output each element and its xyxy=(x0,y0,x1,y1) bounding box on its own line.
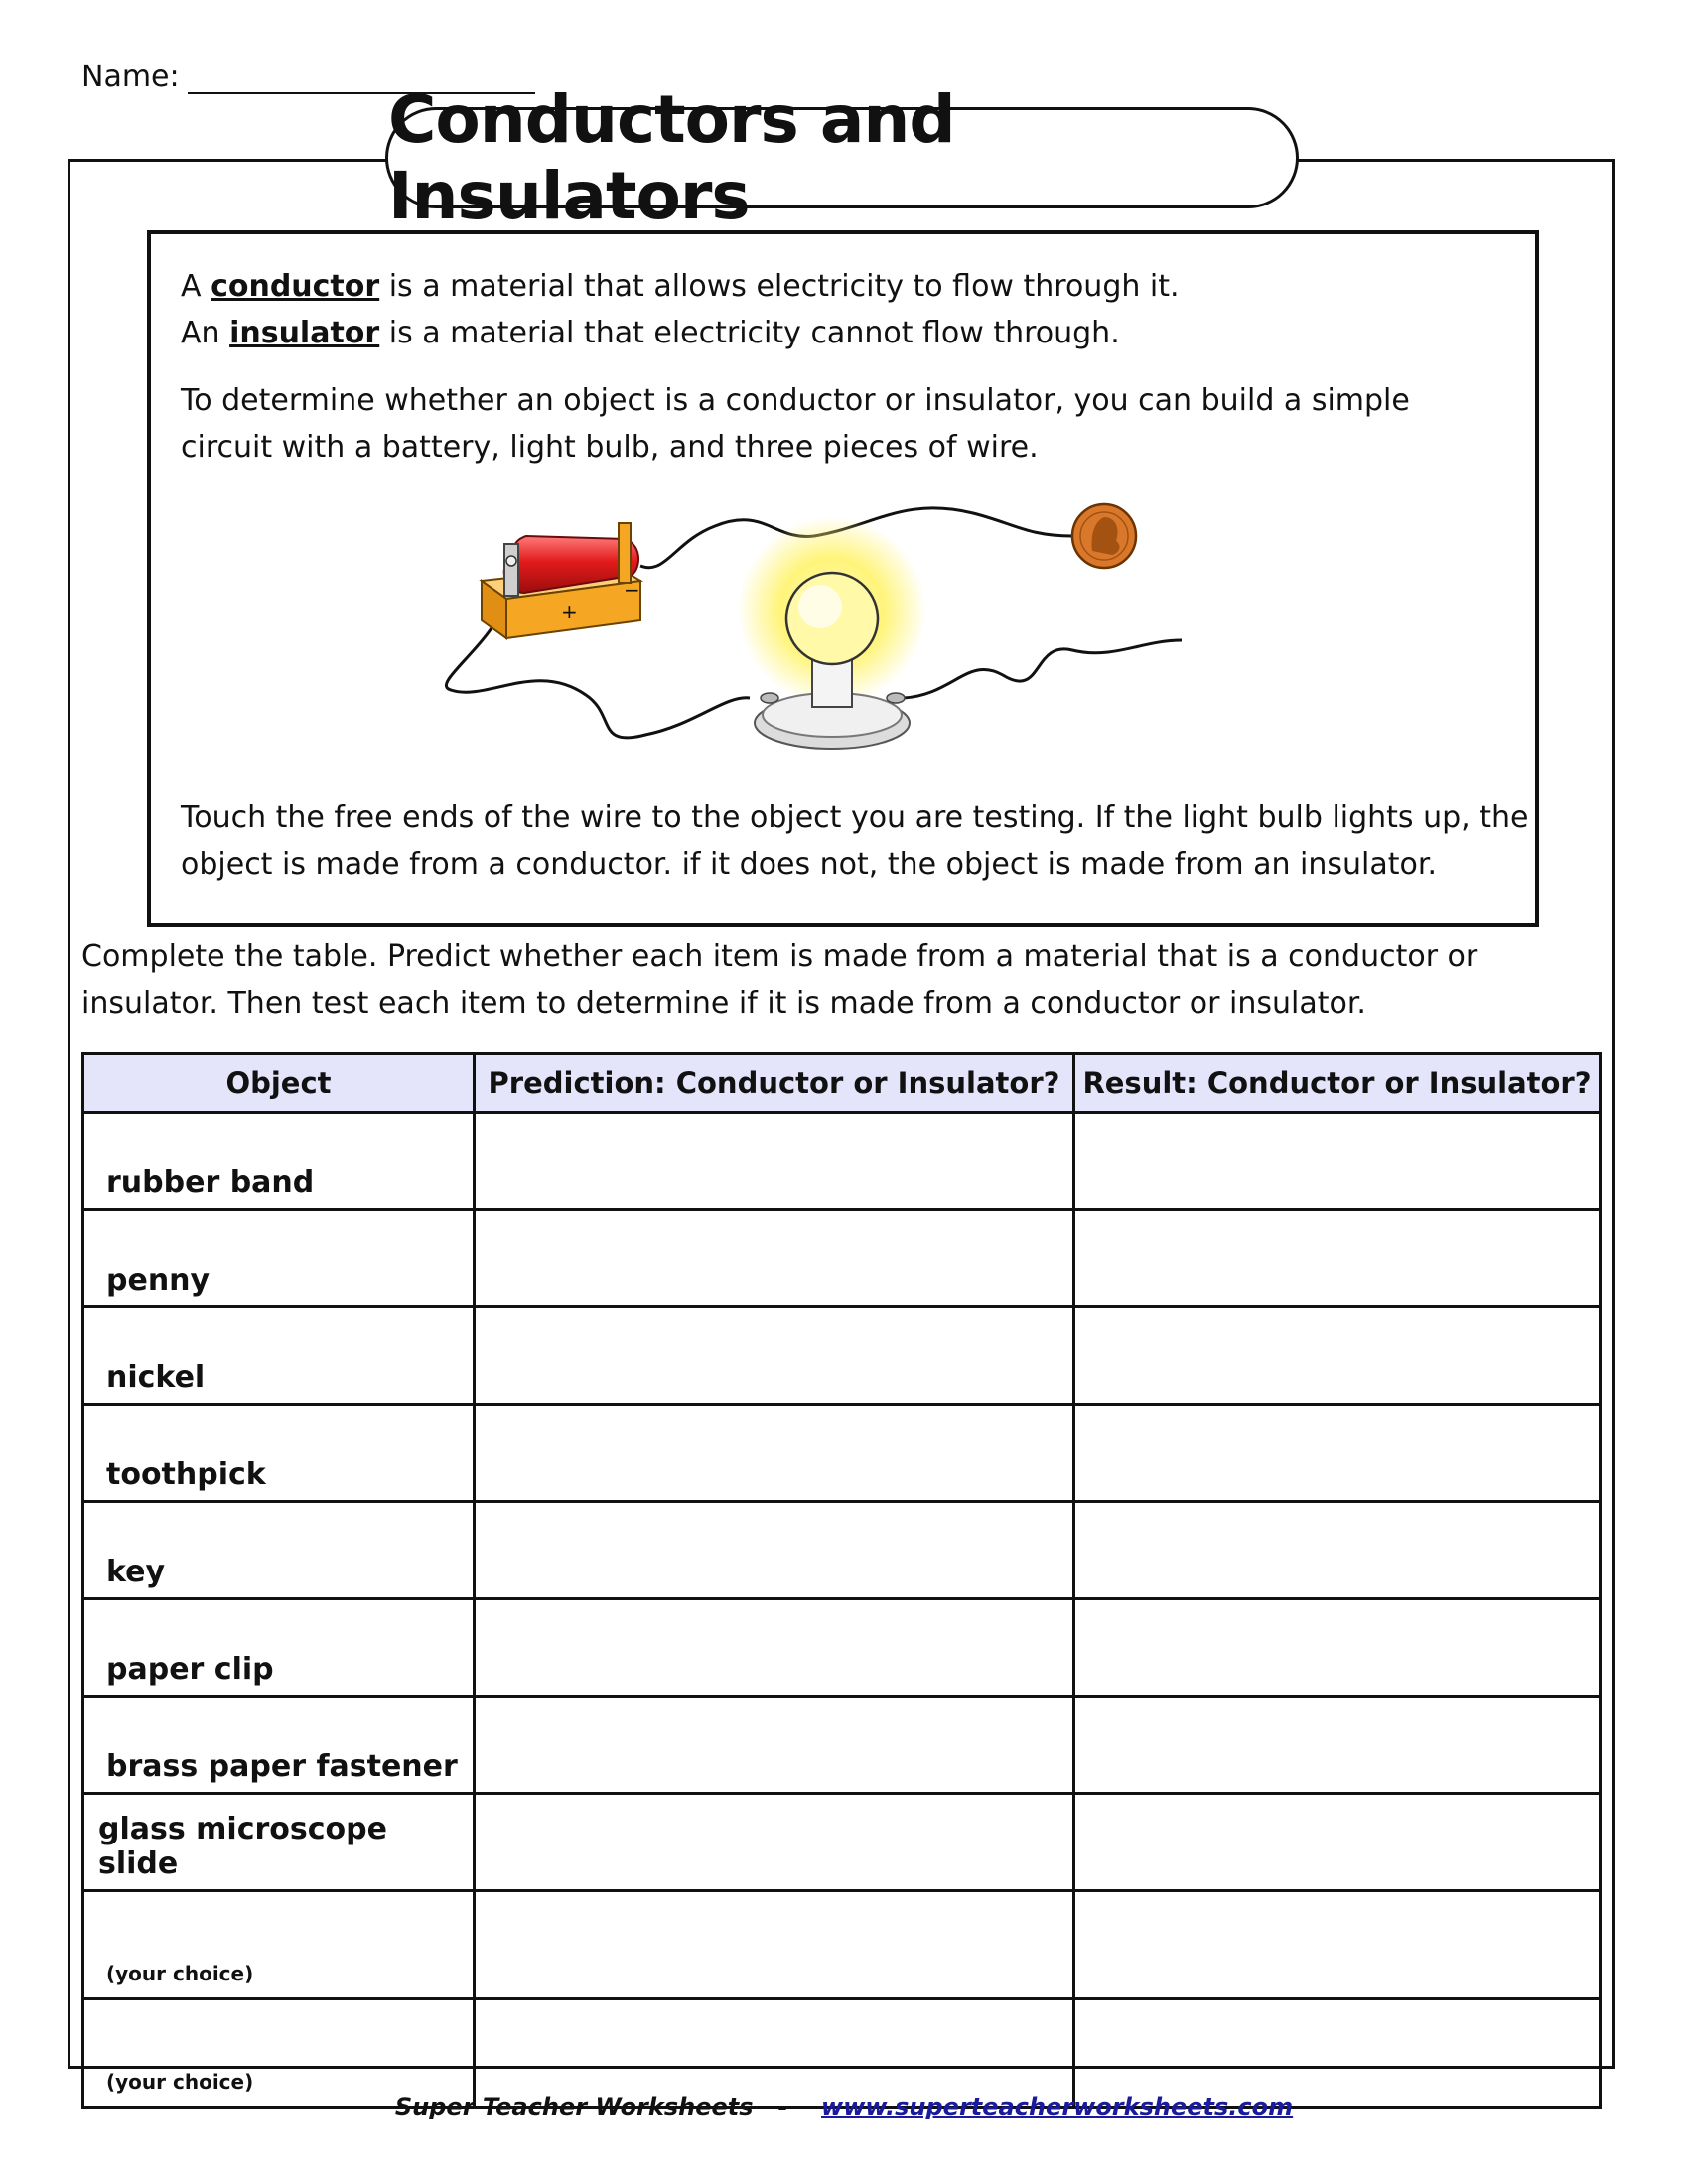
table-row xyxy=(83,1405,1601,1502)
table-row xyxy=(83,1210,1601,1307)
object-cell: glass microscope slide xyxy=(83,1794,475,1891)
object-cell-your-choice[interactable]: (your choice) xyxy=(83,1891,475,1999)
battery xyxy=(482,523,640,638)
instruction-line-1: Complete the table. Predict whether each item is made from a material that is a conductor or xyxy=(81,939,1478,974)
table-row xyxy=(83,1697,1601,1794)
insulator-definition xyxy=(181,310,1120,356)
touch-line-1: Touch the free ends of the wire to the object you are testing. If the light bulb lights up, the xyxy=(181,800,1529,835)
object-cell-your-choice[interactable]: (your choice) xyxy=(83,1999,475,2108)
conductor-post-text: is a material that allows electricity to flow through it. xyxy=(379,269,1180,304)
prediction-cell[interactable] xyxy=(475,1697,1074,1794)
table-row xyxy=(83,1307,1601,1405)
footer-link[interactable]: www.superteacherworksheets.com xyxy=(821,2093,1294,2120)
wire-right xyxy=(904,640,1182,698)
table-row xyxy=(83,1999,1601,2108)
prediction-cell[interactable] xyxy=(475,1502,1074,1599)
result-cell[interactable] xyxy=(1074,1599,1601,1697)
object-cell: paper clip xyxy=(83,1599,475,1697)
object-cell: toothpick xyxy=(83,1405,475,1502)
terminal-left xyxy=(761,693,778,703)
penny-icon xyxy=(1072,504,1136,568)
table-row xyxy=(83,1794,1601,1891)
prediction-cell[interactable] xyxy=(475,1599,1074,1697)
name-label: Name: xyxy=(81,60,180,94)
table-instructions xyxy=(81,933,1477,1026)
conductor-pre-text: A xyxy=(181,269,211,304)
intro-line-2: circuit with a battery, light bulb, and three pieces of wire. xyxy=(181,430,1039,465)
header-prediction: Prediction: Conductor or Insulator? xyxy=(475,1054,1074,1113)
prediction-cell[interactable] xyxy=(475,1999,1074,2108)
battery-minus-label: − xyxy=(624,578,640,602)
footer-separator: - xyxy=(777,2093,788,2120)
result-cell[interactable] xyxy=(1074,1405,1601,1502)
worksheet-title: Conductors and Insulators xyxy=(385,107,1299,208)
table-row xyxy=(83,1113,1601,1210)
prediction-cell[interactable] xyxy=(475,1794,1074,1891)
object-cell: rubber band xyxy=(83,1113,475,1210)
instruction-line-2: insulator. Then test each item to determine if it is made from a conductor or insulator. xyxy=(81,986,1366,1021)
header-result: Result: Conductor or Insulator? xyxy=(1074,1054,1601,1113)
table-row xyxy=(83,1599,1601,1697)
insulator-pre-text: An xyxy=(181,316,230,350)
result-cell[interactable] xyxy=(1074,1891,1601,1999)
wire-left xyxy=(446,617,750,738)
battery-clip-left xyxy=(504,544,518,596)
battery-clip-right xyxy=(619,523,631,583)
conductor-term: conductor xyxy=(211,269,380,304)
result-cell[interactable] xyxy=(1074,1794,1601,1891)
prediction-cell[interactable] xyxy=(475,1891,1074,1999)
object-cell: brass paper fastener xyxy=(83,1697,475,1794)
intro-line-1: To determine whether an object is a conductor or insulator, you can build a simple xyxy=(181,383,1410,418)
conductor-table xyxy=(81,1052,1602,2109)
table-row xyxy=(83,1891,1601,1999)
prediction-cell[interactable] xyxy=(475,1307,1074,1405)
insulator-post-text: is a material that electricity cannot flow through. xyxy=(379,316,1120,350)
terminal-right xyxy=(887,693,905,703)
result-cell[interactable] xyxy=(1074,1210,1601,1307)
footer-brand: Super Teacher Worksheets xyxy=(394,2093,754,2120)
prediction-cell[interactable] xyxy=(475,1210,1074,1307)
object-cell: penny xyxy=(83,1210,475,1307)
result-cell[interactable] xyxy=(1074,1113,1601,1210)
battery-plus-label: + xyxy=(561,600,578,623)
insulator-term: insulator xyxy=(229,316,380,350)
header-object: Object xyxy=(83,1054,475,1113)
result-cell[interactable] xyxy=(1074,1999,1601,2108)
result-cell[interactable] xyxy=(1074,1307,1601,1405)
result-cell[interactable] xyxy=(1074,1697,1601,1794)
prediction-cell[interactable] xyxy=(475,1405,1074,1502)
conductor-definition xyxy=(181,263,1180,310)
result-cell[interactable] xyxy=(1074,1502,1601,1599)
table-header-row xyxy=(83,1054,1601,1113)
object-cell: nickel xyxy=(83,1307,475,1405)
touch-line-2: object is made from a conductor. if it does not, the object is made from an insulator. xyxy=(181,847,1437,882)
circuit-illustration xyxy=(437,481,1192,769)
object-cell: key xyxy=(83,1502,475,1599)
table-row xyxy=(83,1502,1601,1599)
footer xyxy=(0,2093,1688,2120)
prediction-cell[interactable] xyxy=(475,1113,1074,1210)
